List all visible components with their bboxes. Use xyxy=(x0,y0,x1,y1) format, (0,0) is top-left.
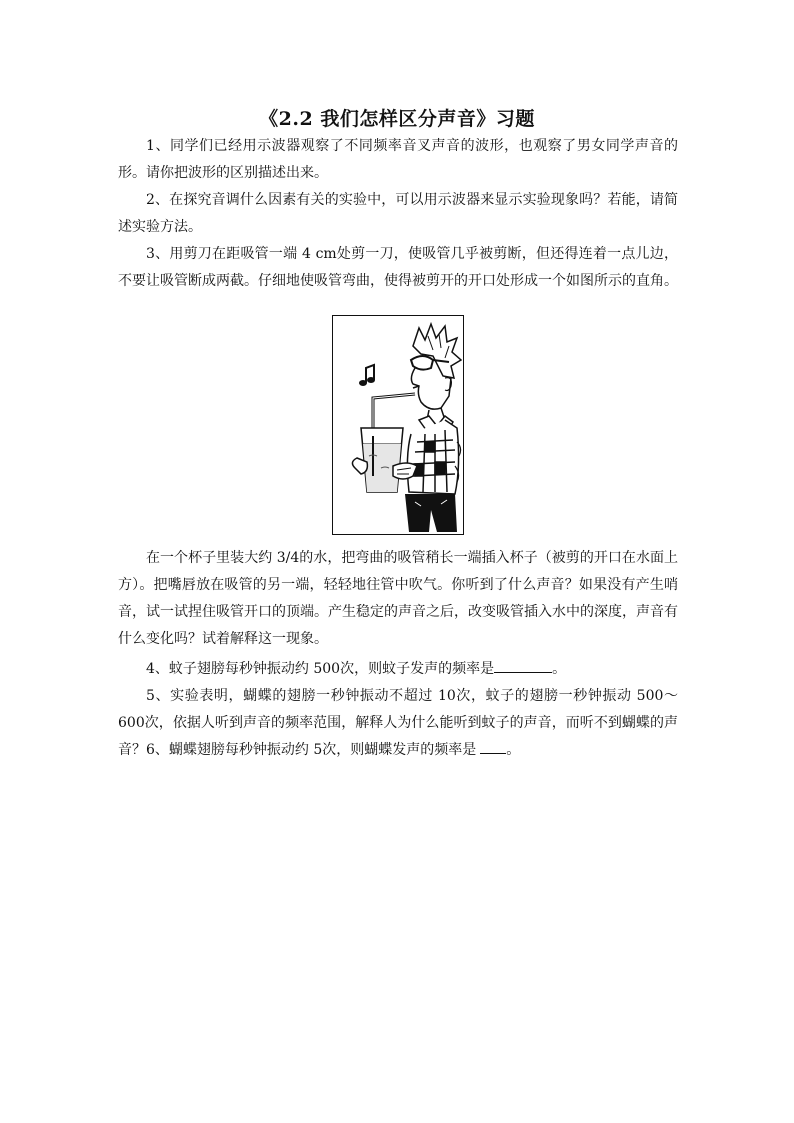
question-5: 5、实验表明，蝴蝶的翅膀一秒钟振动不超过 10次，蚊子的翅膀一秒钟振动 500～600次，依据人听到声音的频率范围，解释人为什么能听到蚊子的声音，而听不到蝴蝶的声音？ xyxy=(118,688,678,758)
question-6-text: 6、蝴蝶翅膀每秒钟振动约 5次，则蝴蝶发声的频率是 xyxy=(146,742,477,758)
question-2: 2、在探究音调什么因素有关的实验中，可以用示波器来显示实验现象吗？若能，请简述实验方法。 xyxy=(118,192,678,235)
question-4-text: 4、蚊子翅膀每秒钟振动约 500次，则蚊子发声的频率是 xyxy=(146,661,495,677)
straw-whistle-figure xyxy=(332,315,464,535)
question-4 xyxy=(118,656,678,683)
question-3-continued: 在一个杯子里装大约 3/4的水，把弯曲的吸管稍长一端插入杯子（被剪的开口在水面上方）。把嘴唇放在吸管的另一端，轻轻地往管中吹气。你听到了什么声音？如果没有产生哨音，试一试捏住吸管开口的顶端。产生稳定的声音之后，改变吸管插入水中的深度，声音有什么变化吗？试着解释这一现象。 xyxy=(118,550,678,647)
question-6-end: 。 xyxy=(506,742,521,758)
question-6 xyxy=(118,737,678,764)
question-3: 3、用剪刀在距吸管一端 4 cm处剪一刀，使吸管几乎被剪断，但还得连着一点儿边，不要让吸管断成两截。仔细地使吸管弯曲，使得被剪开的开口处形成一个如图所示的直角。 xyxy=(118,246,678,289)
music-note-icon xyxy=(359,365,375,386)
straw-whistle-illustration xyxy=(333,316,462,533)
page-title: 《2.2 我们怎样区分声音》习题 xyxy=(259,108,535,130)
question-4-end: 。 xyxy=(552,661,567,677)
answer-blank-4[interactable] xyxy=(494,658,552,673)
answer-blank-6[interactable] xyxy=(480,739,506,754)
question-1: 1、同学们已经用示波器观察了不同频率音叉声音的波形，也观察了男女同学声音的形。请你把波形的区别描述出来。 xyxy=(118,138,678,181)
